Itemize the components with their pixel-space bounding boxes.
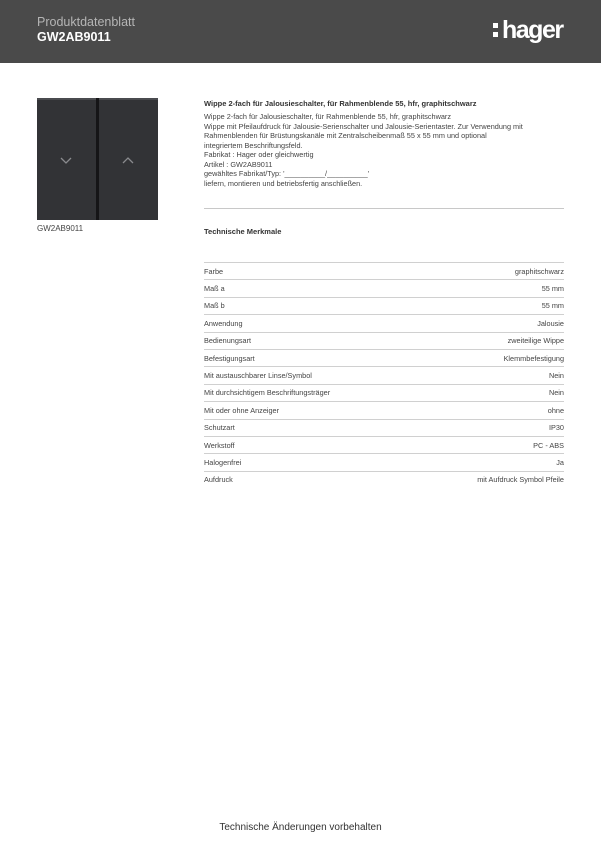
spec-value: mit Aufdruck Symbol Pfeile (477, 475, 564, 485)
rocker-right (99, 98, 158, 220)
spec-value: Jalousie (537, 318, 564, 328)
table-row (204, 297, 564, 314)
description-line: Artikel : GW2AB9011 (204, 159, 273, 169)
description-line: liefern, montieren und betriebsfertig anschließen. (204, 178, 363, 188)
spec-label: Farbe (204, 266, 224, 276)
table-row (204, 384, 564, 401)
description-line: Rahmenblenden für Brüstungskanäle mit Zentralscheibenmaß 55 x 55 mm und optional (204, 131, 487, 140)
specs-table (204, 262, 564, 488)
spec-label: Aufdruck (204, 475, 233, 485)
spec-label: Maß b (204, 301, 225, 311)
table-row (204, 401, 564, 418)
rocker-left (37, 98, 96, 220)
table-row (204, 332, 564, 349)
table-row (204, 436, 564, 453)
document-id: GW2AB9011 (37, 30, 111, 44)
arrow-up-icon (121, 156, 135, 166)
logo-text: hager (502, 15, 563, 44)
table-row (204, 453, 564, 470)
product-image (37, 98, 158, 220)
arrow-down-icon (59, 156, 73, 166)
specs-title: Technische Merkmale (204, 227, 282, 236)
description-title: Wippe 2-fach für Jalousieschalter, für Rahmenblende 55, hfr, graphitschwarz (204, 99, 477, 108)
spec-label: Werkstoff (204, 440, 235, 450)
spec-value: graphitschwarz (514, 266, 564, 276)
table-row (204, 366, 564, 383)
table-row (204, 279, 564, 296)
spec-value: zweiteilige Wippe (507, 336, 564, 346)
spec-value: PC - ABS (533, 440, 564, 450)
spec-value: ohne (547, 405, 564, 415)
hager-logo (493, 17, 563, 43)
table-row (204, 262, 564, 279)
spec-label: Halogenfrei (204, 457, 242, 467)
spec-label: Mit oder ohne Anzeiger (204, 405, 280, 415)
spec-value: IP30 (548, 423, 564, 433)
table-row (204, 314, 564, 331)
section-divider (204, 208, 564, 209)
spec-label: Bedienungsart (204, 336, 252, 346)
footer-note: Technische Änderungen vorbehalten (219, 822, 382, 833)
table-row (204, 419, 564, 436)
table-row (204, 471, 564, 488)
spec-label: Maß a (204, 284, 225, 294)
spec-label: Mit durchsichtigem Beschriftungsträger (204, 388, 331, 398)
spec-label: Schutzart (204, 423, 235, 433)
description-line: Wippe 2-fach für Jalousieschalter, für Rahmenblende 55, hfr, graphitschwarz (204, 112, 452, 121)
image-caption: GW2AB9011 (37, 224, 84, 233)
header-bar (0, 0, 601, 63)
description-line: Fabrikat : Hager oder gleichwertig (204, 150, 314, 159)
spec-label: Befestigungsart (204, 353, 255, 363)
document-type: Produktdatenblatt (37, 15, 135, 29)
description-line: integriertem Beschriftungsfeld. (204, 140, 303, 150)
spec-value: Ja (556, 457, 564, 467)
spec-value: 55 mm (541, 284, 564, 294)
table-row (204, 349, 564, 366)
spec-value: Klemmbefestigung (503, 353, 564, 363)
spec-label: Anwendung (204, 318, 243, 328)
spec-label: Mit austauschbarer Linse/Symbol (204, 371, 312, 381)
spec-value: 55 mm (541, 301, 564, 311)
spec-value: Nein (548, 388, 564, 398)
description-body (204, 112, 566, 188)
description-line: Wippe mit Pfeilaufdruck für Jalousie-Serienschalter und Jalousie-Serientaster. Zur Verwendung mit (204, 121, 523, 131)
description-line: gewähltes Fabrikat/Typ: '__________/__________' (204, 169, 370, 178)
spec-value: Nein (548, 371, 564, 381)
logo-mark-icon (493, 20, 500, 40)
